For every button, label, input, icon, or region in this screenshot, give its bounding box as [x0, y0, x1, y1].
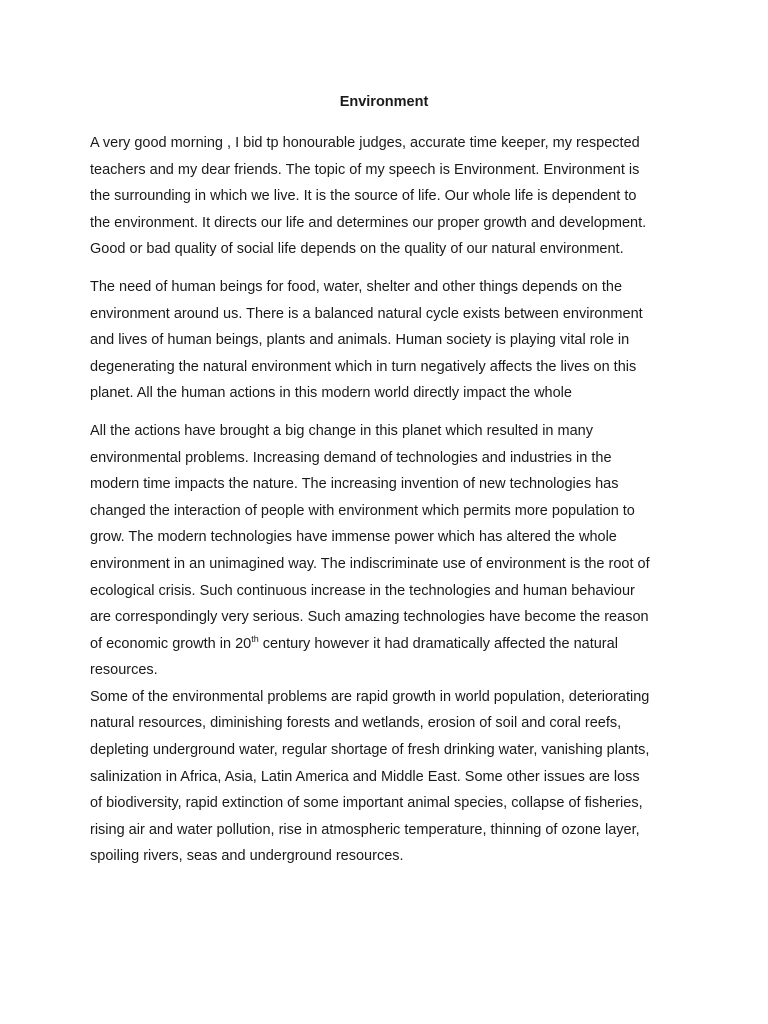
text-line: the surrounding in which we live. It is the source of life. Our whole life is dependent to [90, 188, 637, 205]
text-line: depleting underground water, regular shortage of fresh drinking water, vanishing plants, [90, 742, 650, 759]
text-line-with-superscript [90, 631, 690, 658]
text-line: of biodiversity, rapid extinction of some important animal species, collapse of fisheries, [90, 795, 643, 812]
text-line: resources. [90, 662, 158, 679]
text-line: Good or bad quality of social life depends on the quality of our natural environment. [90, 241, 624, 258]
text-segment: century however it had dramatically affected the natural [258, 635, 618, 652]
paragraph-2 [90, 274, 690, 407]
text-line: A very good morning , I bid tp honourable judges, accurate time keeper, my respected [90, 135, 640, 151]
text-line: spoiling rivers, seas and underground resources. [90, 848, 404, 865]
text-line: the environment. It directs our life and determines our proper growth and development. [90, 214, 647, 231]
paragraph-4 [90, 684, 690, 870]
text-line: environmental problems. Increasing demand of technologies and industries in the [90, 449, 612, 466]
document-body [90, 130, 690, 870]
text-line: planet. All the human actions in this modern world directly impact the whole [90, 385, 572, 402]
paragraph-1 [90, 130, 690, 263]
text-line: The need of human beings for food, water, shelter and other things depends on the [90, 278, 623, 295]
text-line: modern time impacts the nature. The increasing invention of new technologies has [90, 476, 619, 493]
text-line: ecological crisis. Such continuous increase in the technologies and human behaviour [90, 582, 635, 599]
text-line: salinization in Africa, Asia, Latin America and Middle East. Some other issues are loss [90, 768, 640, 785]
text-line: changed the interaction of people with environment which permits more population to [90, 502, 635, 519]
text-line: environment in an unimagined way. The indiscriminate use of environment is the root of [90, 555, 650, 572]
text-line: are correspondingly very serious. Such amazing technologies have become the reason [90, 609, 649, 626]
superscript: th [251, 633, 259, 644]
text-line: Some of the environmental problems are rapid growth in world population, deteriorating [90, 688, 650, 705]
text-line: degenerating the natural environment which in turn negatively affects the lives on this [90, 358, 637, 375]
page-title: Environment [339, 94, 429, 110]
text-line: rising air and water pollution, rise in atmospheric temperature, thinning of ozone layer, [90, 821, 640, 838]
text-line: and lives of human beings, plants and animals. Human society is playing vital role in [90, 332, 630, 349]
text-line: All the actions have brought a big change in this planet which resulted in many [90, 422, 593, 439]
text-line: environment around us. There is a balanced natural cycle exists between environment [90, 305, 643, 322]
text-segment: of economic growth in 20 [90, 635, 252, 652]
text-line: teachers and my dear friends. The topic of my speech is Environment. Environment is [90, 161, 640, 178]
paragraph-3 [90, 418, 690, 684]
text-line: grow. The modern technologies have immense power which has altered the whole [90, 529, 617, 546]
text-line: natural resources, diminishing forests and wetlands, erosion of soil and coral reefs, [90, 715, 622, 732]
